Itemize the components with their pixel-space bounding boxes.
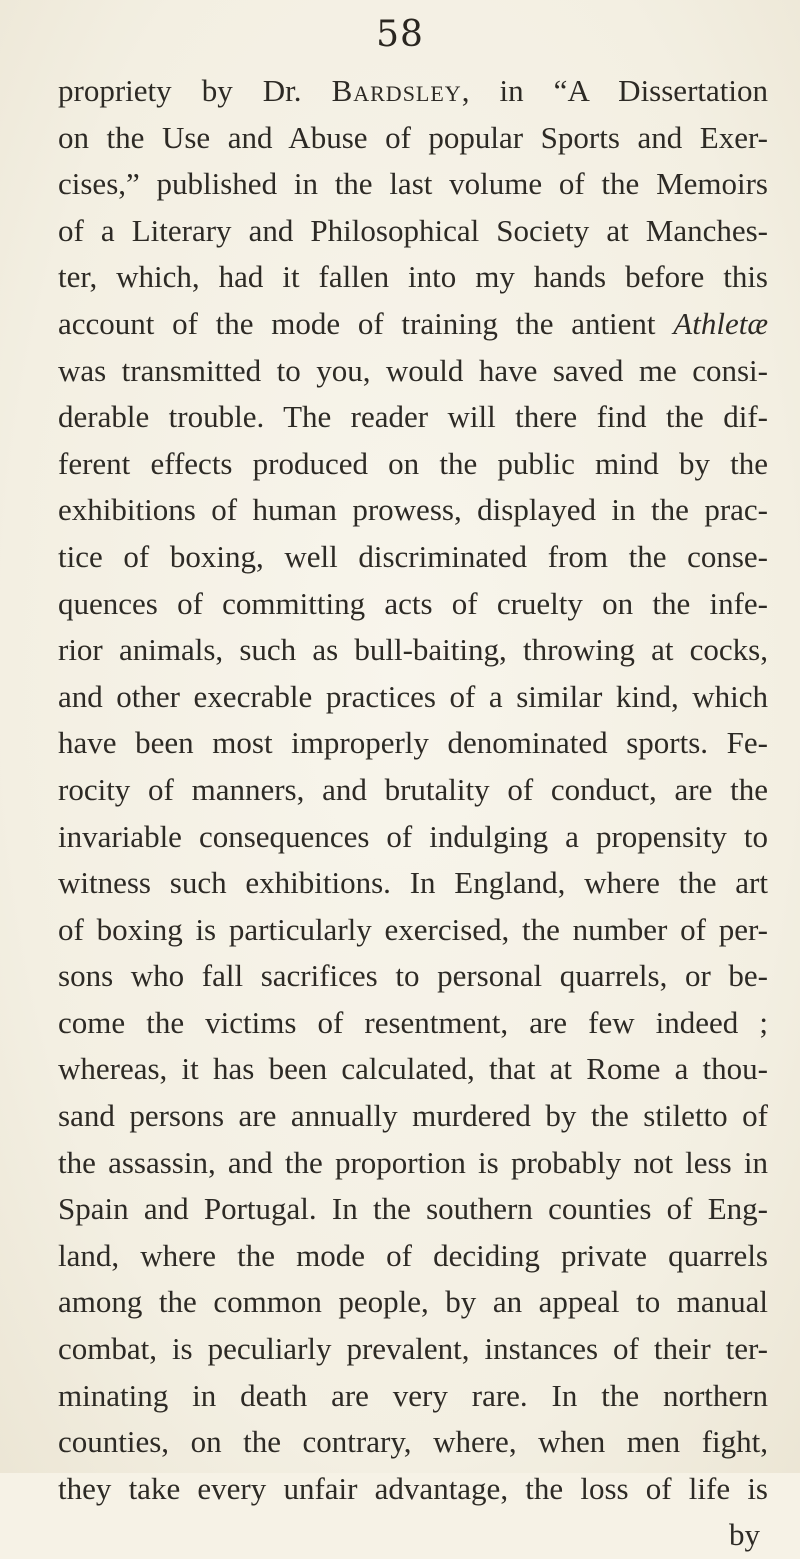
text-line-8: derable trouble. The reader will there find the dif- xyxy=(58,399,768,435)
text-line-10: exhibitions of human prowess, displayed in the prac- xyxy=(58,492,768,528)
text-span: account of the mode of training the antient xyxy=(58,305,674,341)
text-line-23: sand persons are annually murdered by the stiletto of xyxy=(58,1098,768,1134)
text-line-28: combat, is peculiarly prevalent, instances of their ter- xyxy=(58,1331,768,1367)
text-line-1 xyxy=(58,68,768,115)
text-line-16: rocity of manners, and brutality of conduct, are the xyxy=(58,771,768,807)
text-line-27: among the common people, by an appeal to manual xyxy=(58,1284,768,1320)
text-line-5: ter, which, had it fallen into my hands before this xyxy=(58,259,768,295)
text-line-3: cises,” published in the last volume of the Memoirs xyxy=(58,166,768,202)
text-line-13: rior animals, such as bull-baiting, throwing at cocks, xyxy=(58,632,768,668)
italic-word: Athletæ xyxy=(673,305,768,341)
text-line-17: invariable consequences of indulging a propensity to xyxy=(58,818,768,854)
text-line-6 xyxy=(58,301,768,348)
catchword: by xyxy=(729,1517,760,1553)
page-number: 58 xyxy=(376,14,424,55)
text-line-24: the assassin, and the proportion is probably not less in xyxy=(58,1144,768,1180)
text-line-18: witness such exhibitions. In England, where the art xyxy=(58,865,768,901)
text-line-15: have been most improperly denominated sports. Fe- xyxy=(58,725,768,761)
text-line-29: minating in death are very rare. In the northern xyxy=(58,1377,768,1413)
text-line-7: was transmitted to you, would have saved me consi- xyxy=(58,352,768,388)
text-line-22: whereas, it has been calculated, that at Rome a thou- xyxy=(58,1051,768,1087)
text-span: , in “A Dissertation xyxy=(461,73,768,108)
text-line-9: ferent effects produced on the public mind by the xyxy=(58,445,768,481)
text-line-19: of boxing is particularly exercised, the number of per- xyxy=(58,911,768,947)
text-span: propriety by Dr. xyxy=(58,73,332,108)
text-line-31: they take every unfair advantage, the loss of life is xyxy=(58,1470,768,1506)
text-line-25: Spain and Portugal. In the southern counties of Eng- xyxy=(58,1191,768,1227)
text-line-26: land, where the mode of deciding private quarrels xyxy=(58,1237,768,1273)
text-line-21: come the victims of resentment, are few indeed ; xyxy=(58,1004,768,1040)
text-line-20: sons who fall sacrifices to personal quarrels, or be- xyxy=(58,958,768,994)
author-name-small-caps: Bardsley xyxy=(331,73,462,108)
text-line-11: tice of boxing, well discriminated from the conse- xyxy=(58,538,768,574)
text-line-12: quences of committing acts of cruelty on the infe- xyxy=(58,585,768,621)
text-line-30: counties, on the contrary, where, when men fight, xyxy=(58,1424,768,1460)
text-line-2: on the Use and Abuse of popular Sports and Exer- xyxy=(58,119,768,155)
text-line-14: and other execrable practices of a similar kind, which xyxy=(58,678,768,714)
text-line-4: of a Literary and Philosophical Society at Manches- xyxy=(58,212,768,248)
body-text xyxy=(58,68,768,1559)
